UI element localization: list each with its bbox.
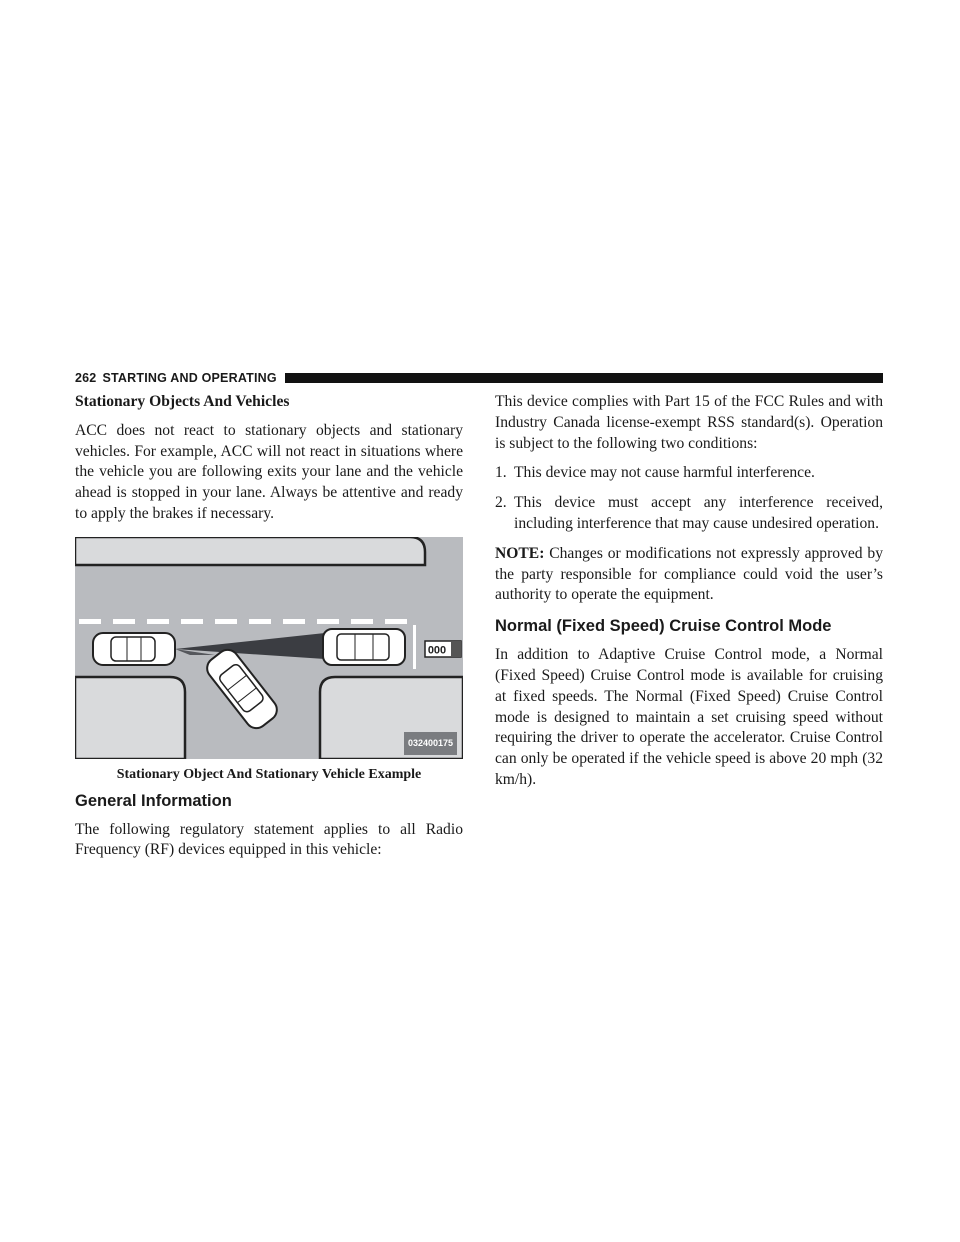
list-text: This device must accept any interference received, including interference that may cause undesired operation. xyxy=(514,494,883,532)
cluster-display-text: 000 xyxy=(427,644,447,657)
list-item xyxy=(495,493,883,535)
left-column xyxy=(75,392,463,870)
paragraph: This device complies with Part 15 of the FCC Rules and with Industry Canada license-exempt RSS standard(s). Operation is subject to the following two conditions: xyxy=(495,393,883,452)
list-item xyxy=(495,463,883,484)
section-heading: General Information xyxy=(75,791,232,810)
section-title: STARTING AND OPERATING xyxy=(102,371,277,385)
road-diagram xyxy=(75,537,463,759)
figure-caption: Stationary Object And Stationary Vehicle Example xyxy=(116,766,422,782)
stationary-vehicle xyxy=(323,629,405,665)
figure-code: 032400175 xyxy=(404,732,457,755)
cluster-display xyxy=(425,641,461,657)
note xyxy=(495,544,883,606)
header-rule xyxy=(285,373,883,383)
stationary-vehicle-illustration xyxy=(75,537,463,759)
list-number: 1. xyxy=(495,464,507,482)
paragraph: The following regulatory statement applies to all Radio Frequency (RF) devices equipped in this vehicle: xyxy=(75,820,463,859)
page-header xyxy=(75,370,883,386)
note-label: NOTE: xyxy=(495,544,545,562)
right-column xyxy=(495,392,883,800)
page-number: 262 xyxy=(75,371,97,385)
paragraph: In addition to Adaptive Cruise Control mode, a Normal (Fixed Speed) Cruise Control mode is available for cruising at fixed speeds. The Normal (Fixed Speed) Cruise Control mode is designed to maintain a set cruising speed without requiring the driver to operate the accelerator. Cruise Control can only be operated if the vehicle speed is above 20 mph (32 km/h). xyxy=(495,646,883,788)
subsection-title: Stationary Objects And Vehicles xyxy=(75,393,290,410)
list-text: This device may not cause harmful interference. xyxy=(514,464,815,482)
list-number: 2. xyxy=(495,494,507,512)
note-text: Changes or modifications not expressly approved by the party responsible for compliance could void the user’s authority to operate the equipment. xyxy=(495,544,883,604)
paragraph: ACC does not react to stationary objects and stationary vehicles. For example, ACC will not react in situations where the vehicle you are following exits your lane and the vehicle ahead is stopped in your lane. Always be attentive and ready to apply the brakes if necessary. xyxy=(75,421,463,522)
section-heading: Normal (Fixed Speed) Cruise Control Mode xyxy=(495,617,832,636)
own-vehicle xyxy=(93,633,175,665)
